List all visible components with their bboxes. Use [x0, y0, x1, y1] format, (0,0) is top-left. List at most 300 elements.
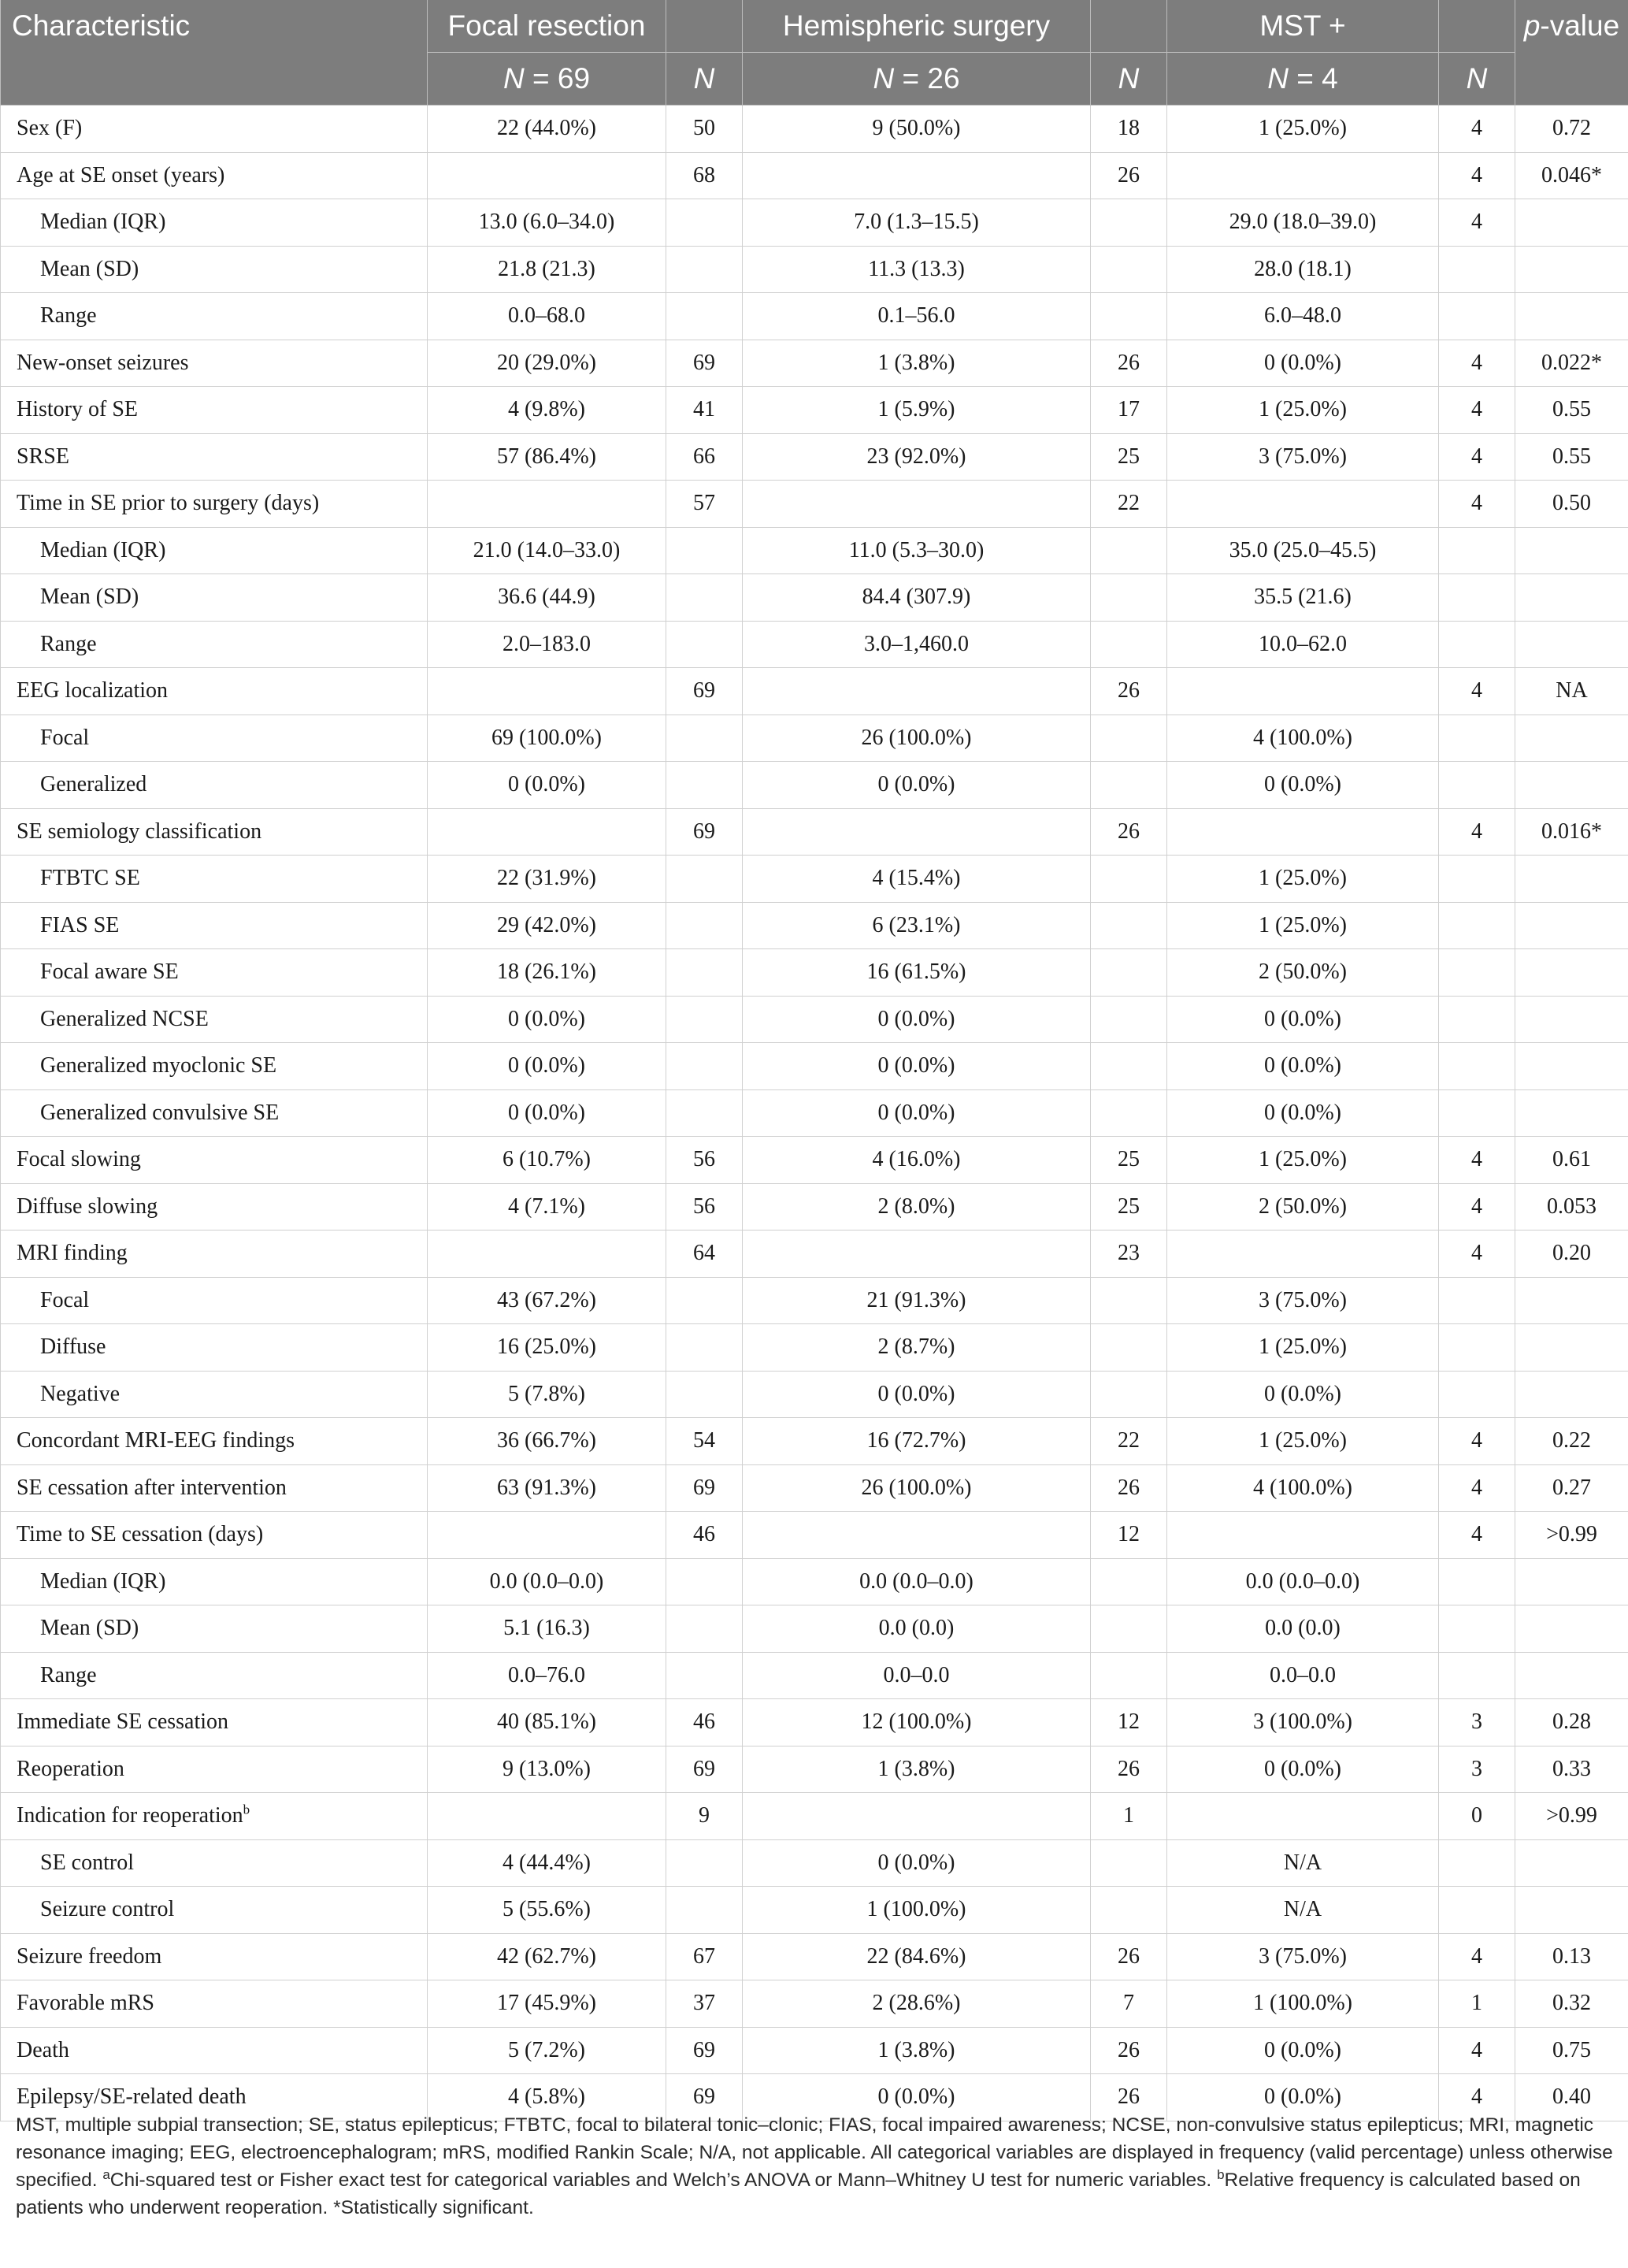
cell-hemi-n [1091, 1277, 1167, 1324]
row-label: Range [40, 303, 97, 329]
cell-mst: 3 (75.0%) [1167, 433, 1439, 481]
cell-mst: N/A [1167, 1839, 1439, 1887]
cell-focal-resection: 6 (10.7%) [428, 1137, 666, 1184]
cell-p-value: 0.55 [1515, 387, 1628, 434]
row-label: Negative [40, 1381, 121, 1406]
cell-p-value: 0.28 [1515, 1699, 1628, 1746]
cell-hemispheric-surgery: 4 (15.4%) [743, 856, 1091, 903]
row-label: Median (IQR) [40, 210, 166, 235]
row-label-cell [1, 1137, 428, 1184]
cell-focal-resection: 17 (45.9%) [428, 1980, 666, 2028]
row-label-cell [1, 574, 428, 622]
cell-focal-resection [428, 668, 666, 715]
table-row [1, 996, 1628, 1043]
cell-mst: 2 (50.0%) [1167, 1183, 1439, 1231]
header-hemi-n-label: N [1118, 62, 1140, 95]
row-label: Focal [40, 1287, 90, 1312]
row-label: FIAS SE [40, 912, 120, 937]
cell-p-value: 0.40 [1515, 2074, 1628, 2121]
header-focal-n [666, 53, 743, 106]
cell-p-value: 0.022* [1515, 340, 1628, 387]
cell-hemispheric-surgery: 6 (23.1%) [743, 902, 1091, 949]
cell-focal-resection: 20 (29.0%) [428, 340, 666, 387]
cell-p-value: 0.61 [1515, 1137, 1628, 1184]
row-label-cell [1, 1699, 428, 1746]
header-hemi-n-total [743, 53, 1091, 106]
cell-mst-n: 4 [1439, 1464, 1515, 1512]
cell-hemi-n [1091, 1887, 1167, 1934]
cell-mst: 1 (25.0%) [1167, 1137, 1439, 1184]
row-label-cell [1, 433, 428, 481]
table-row [1, 808, 1628, 856]
cell-mst: 1 (100.0%) [1167, 1980, 1439, 2028]
footnote-text-1: MST, multiple subpial transection; SE, status epilepticus; FTBTC, focal to bilateral tonic–clonic; FIAS, focal impaired awareness; NCSE, non-convulsive status epilepticus; MRI, magnetic resonance imaging; EEG, electroencephalogram; mRS, modified Rankin Scale; N/A, not applicable. All categorical variables are displayed in frequency (valid percentage) unless otherwise specified. [16, 2114, 1613, 2191]
cell-focal-resection: 0.0–68.0 [428, 293, 666, 340]
header-mst: MST + [1167, 0, 1439, 53]
cell-focal-resection: 29 (42.0%) [428, 902, 666, 949]
cell-focal-n [666, 199, 743, 247]
row-label-cell [1, 106, 428, 153]
table-row [1, 1324, 1628, 1372]
table-row [1, 1371, 1628, 1418]
cell-hemi-n [1091, 715, 1167, 762]
cell-hemi-n: 26 [1091, 808, 1167, 856]
cell-focal-resection: 0 (0.0%) [428, 996, 666, 1043]
table-row [1, 1464, 1628, 1512]
cell-focal-n: 69 [666, 668, 743, 715]
cell-focal-resection: 0 (0.0%) [428, 762, 666, 809]
cell-focal-n: 56 [666, 1137, 743, 1184]
header-focal-n-label: N [693, 62, 715, 95]
cell-hemispheric-surgery: 1 (3.8%) [743, 2027, 1091, 2074]
row-label-cell [1, 1933, 428, 1980]
cell-focal-n [666, 574, 743, 622]
cell-hemi-n: 17 [1091, 387, 1167, 434]
cell-hemispheric-surgery: 0 (0.0%) [743, 1043, 1091, 1090]
cell-mst [1167, 808, 1439, 856]
cell-mst: 0 (0.0%) [1167, 2027, 1439, 2074]
cell-mst-n: 4 [1439, 668, 1515, 715]
table-row [1, 1699, 1628, 1746]
cell-p-value: 0.55 [1515, 433, 1628, 481]
table-row [1, 293, 1628, 340]
row-label: Generalized myoclonic SE [40, 1053, 277, 1078]
cell-hemi-n [1091, 1839, 1167, 1887]
cell-focal-resection [428, 1793, 666, 1840]
cell-focal-n [666, 293, 743, 340]
cell-hemi-n [1091, 1089, 1167, 1137]
cell-mst: 4 (100.0%) [1167, 1464, 1439, 1512]
cell-p-value [1515, 996, 1628, 1043]
cell-p-value [1515, 1089, 1628, 1137]
cell-mst [1167, 1231, 1439, 1278]
cell-focal-resection: 21.8 (21.3) [428, 246, 666, 293]
cell-mst [1167, 1793, 1439, 1840]
cell-p-value [1515, 246, 1628, 293]
cell-focal-resection: 63 (91.3%) [428, 1464, 666, 1512]
table-row [1, 1652, 1628, 1699]
row-label: Time in SE prior to surgery (days) [17, 491, 320, 516]
cell-hemi-n [1091, 1652, 1167, 1699]
table-row [1, 106, 1628, 153]
table-row [1, 1277, 1628, 1324]
cell-hemi-n [1091, 293, 1167, 340]
cell-p-value [1515, 1043, 1628, 1090]
row-label: SE control [40, 1850, 134, 1875]
footnote-text-2: Chi-squared test or Fisher exact test for categorical variables and Welch’s ANOVA or Mann–Whitney U test for numeric variables. [109, 2170, 1218, 2191]
table-row [1, 387, 1628, 434]
cell-hemispheric-surgery: 26 (100.0%) [743, 1464, 1091, 1512]
cell-p-value: 0.50 [1515, 481, 1628, 528]
cell-focal-n: 54 [666, 1418, 743, 1465]
cell-p-value [1515, 902, 1628, 949]
row-label: Seizure control [40, 1897, 175, 1922]
header-p-value [1515, 0, 1628, 106]
cell-focal-n [666, 621, 743, 668]
cell-mst-n [1439, 574, 1515, 622]
cell-focal-n: 56 [666, 1183, 743, 1231]
table-row [1, 1980, 1628, 2028]
cell-mst-n: 4 [1439, 387, 1515, 434]
row-label: Reoperation [17, 1756, 124, 1781]
row-label-cell [1, 246, 428, 293]
table-row [1, 1137, 1628, 1184]
cell-mst: 3 (100.0%) [1167, 1699, 1439, 1746]
row-label: Diffuse slowing [17, 1193, 158, 1219]
table-row [1, 949, 1628, 997]
cell-mst: 0 (0.0%) [1167, 340, 1439, 387]
cell-focal-n [666, 1558, 743, 1605]
cell-focal-resection: 4 (5.8%) [428, 2074, 666, 2121]
cell-mst-n [1439, 1324, 1515, 1372]
cell-hemispheric-surgery: 4 (16.0%) [743, 1137, 1091, 1184]
cell-focal-n: 69 [666, 340, 743, 387]
cell-p-value: 0.20 [1515, 1231, 1628, 1278]
cell-mst: 0.0 (0.0) [1167, 1605, 1439, 1653]
cell-mst-n: 4 [1439, 1231, 1515, 1278]
row-label: Seizure freedom [17, 1943, 162, 1969]
row-label: MRI finding [17, 1241, 128, 1266]
cell-focal-n: 69 [666, 2027, 743, 2074]
cell-mst: 1 (25.0%) [1167, 902, 1439, 949]
cell-focal-n [666, 527, 743, 574]
cell-mst: 0 (0.0%) [1167, 2074, 1439, 2121]
table-footnote [16, 2111, 1615, 2222]
cell-hemispheric-surgery: 0 (0.0%) [743, 2074, 1091, 2121]
table-row [1, 246, 1628, 293]
row-label: Favorable mRS [17, 1991, 154, 2016]
row-label-superscript: b [243, 1802, 250, 1817]
cell-hemi-n: 23 [1091, 1231, 1167, 1278]
cell-mst-n: 4 [1439, 1933, 1515, 1980]
row-label-cell [1, 1746, 428, 1793]
cell-mst-n [1439, 1558, 1515, 1605]
cell-mst-n: 3 [1439, 1699, 1515, 1746]
row-label-cell [1, 527, 428, 574]
table-header [1, 0, 1628, 106]
row-label-cell [1, 621, 428, 668]
cell-hemi-n [1091, 856, 1167, 903]
header-focal-n-total [428, 53, 666, 106]
cell-hemispheric-surgery: 2 (8.0%) [743, 1183, 1091, 1231]
cell-mst [1167, 668, 1439, 715]
cell-focal-n [666, 1887, 743, 1934]
cell-mst-n [1439, 902, 1515, 949]
header-mst-n-spacer [1439, 0, 1515, 53]
cell-mst: 1 (25.0%) [1167, 387, 1439, 434]
row-label: SE cessation after intervention [17, 1475, 287, 1500]
table-row [1, 1089, 1628, 1137]
cell-hemispheric-surgery: 12 (100.0%) [743, 1699, 1091, 1746]
row-label-cell [1, 856, 428, 903]
row-label-cell [1, 1512, 428, 1559]
cell-focal-n: 37 [666, 1980, 743, 2028]
cell-mst [1167, 1512, 1439, 1559]
cell-p-value: 0.016* [1515, 808, 1628, 856]
cell-hemi-n: 26 [1091, 2074, 1167, 2121]
cell-focal-n: 57 [666, 481, 743, 528]
cell-p-value [1515, 1605, 1628, 1653]
cell-p-value [1515, 949, 1628, 997]
cell-hemispheric-surgery: 16 (72.7%) [743, 1418, 1091, 1465]
cell-hemispheric-surgery: 16 (61.5%) [743, 949, 1091, 997]
cell-mst: 0.0 (0.0–0.0) [1167, 1558, 1439, 1605]
cell-p-value: 0.75 [1515, 2027, 1628, 2074]
cell-hemispheric-surgery: 0.0 (0.0) [743, 1605, 1091, 1653]
cell-mst-n [1439, 1887, 1515, 1934]
footnote-text-3: Relative frequency is calculated based on patients who underwent reoperation. *Statistically significant. [16, 2170, 1581, 2218]
cell-hemi-n [1091, 1371, 1167, 1418]
cell-hemispheric-surgery: 0 (0.0%) [743, 996, 1091, 1043]
cell-focal-resection: 2.0–183.0 [428, 621, 666, 668]
cell-mst-n: 1 [1439, 1980, 1515, 2028]
cell-mst-n [1439, 1605, 1515, 1653]
cell-mst-n: 4 [1439, 481, 1515, 528]
cell-hemi-n [1091, 527, 1167, 574]
cell-hemi-n [1091, 762, 1167, 809]
cell-hemispheric-surgery: 1 (3.8%) [743, 340, 1091, 387]
row-label-cell [1, 668, 428, 715]
row-label: History of SE [17, 397, 138, 422]
cell-hemi-n [1091, 1558, 1167, 1605]
cell-focal-resection: 4 (44.4%) [428, 1839, 666, 1887]
cell-mst: 0 (0.0%) [1167, 1043, 1439, 1090]
table-row [1, 715, 1628, 762]
row-label: Median (IQR) [40, 1568, 166, 1594]
row-label-cell [1, 762, 428, 809]
cell-mst: 4 (100.0%) [1167, 715, 1439, 762]
cell-p-value: 0.053 [1515, 1183, 1628, 1231]
row-label-cell [1, 996, 428, 1043]
cell-mst-n: 4 [1439, 808, 1515, 856]
cell-hemispheric-surgery: 9 (50.0%) [743, 106, 1091, 153]
cell-hemi-n: 22 [1091, 1418, 1167, 1465]
cell-hemi-n: 22 [1091, 481, 1167, 528]
cell-focal-n [666, 1839, 743, 1887]
cell-focal-resection [428, 808, 666, 856]
header-mst-n-label: N [1466, 62, 1488, 95]
table-row [1, 2027, 1628, 2074]
cell-mst-n: 4 [1439, 1183, 1515, 1231]
cell-focal-n: 69 [666, 808, 743, 856]
cell-mst: 0 (0.0%) [1167, 1746, 1439, 1793]
cell-p-value: 0.72 [1515, 106, 1628, 153]
row-label: Focal aware SE [40, 960, 179, 985]
cell-focal-n [666, 715, 743, 762]
header-mst-n-total [1167, 53, 1439, 106]
row-label: Death [17, 2037, 69, 2062]
table-row [1, 1231, 1628, 1278]
cell-hemispheric-surgery: 23 (92.0%) [743, 433, 1091, 481]
cell-p-value [1515, 1371, 1628, 1418]
row-label: Age at SE onset (years) [17, 162, 225, 187]
cell-focal-n [666, 1043, 743, 1090]
cell-mst-n [1439, 856, 1515, 903]
cell-hemispheric-surgery: 11.0 (5.3–30.0) [743, 527, 1091, 574]
cell-hemispheric-surgery: 0 (0.0%) [743, 1839, 1091, 1887]
cell-focal-n: 69 [666, 2074, 743, 2121]
cell-hemispheric-surgery [743, 481, 1091, 528]
cell-hemispheric-surgery: 22 (84.6%) [743, 1933, 1091, 1980]
cell-focal-resection: 22 (44.0%) [428, 106, 666, 153]
header-hemispheric-surgery: Hemispheric surgery [743, 0, 1091, 53]
row-label: Median (IQR) [40, 537, 166, 562]
cell-mst: 3 (75.0%) [1167, 1277, 1439, 1324]
table-row [1, 762, 1628, 809]
table-row [1, 856, 1628, 903]
cell-focal-resection: 5.1 (16.3) [428, 1605, 666, 1653]
cell-mst: 1 (25.0%) [1167, 856, 1439, 903]
cell-hemi-n [1091, 621, 1167, 668]
row-label-cell [1, 1558, 428, 1605]
cell-hemispheric-surgery: 2 (8.7%) [743, 1324, 1091, 1372]
row-label: Focal [40, 725, 90, 750]
row-label-cell [1, 1183, 428, 1231]
row-label-cell [1, 1231, 428, 1278]
cell-p-value [1515, 199, 1628, 247]
cell-mst-n: 4 [1439, 1137, 1515, 1184]
row-label-cell [1, 1980, 428, 2028]
cell-mst: 1 (25.0%) [1167, 106, 1439, 153]
row-label: Concordant MRI-EEG findings [17, 1428, 295, 1453]
cell-mst-n [1439, 1839, 1515, 1887]
row-label-cell [1, 1089, 428, 1137]
cell-hemi-n: 7 [1091, 1980, 1167, 2028]
cell-p-value: 0.046* [1515, 152, 1628, 199]
cell-hemispheric-surgery: 1 (5.9%) [743, 387, 1091, 434]
table-row [1, 1183, 1628, 1231]
cell-focal-resection: 9 (13.0%) [428, 1746, 666, 1793]
cell-focal-resection: 0.0 (0.0–0.0) [428, 1558, 666, 1605]
cell-p-value: >0.99 [1515, 1512, 1628, 1559]
cell-focal-resection: 69 (100.0%) [428, 715, 666, 762]
cell-focal-n: 46 [666, 1512, 743, 1559]
cell-p-value: NA [1515, 668, 1628, 715]
row-label: Indication for reoperation [17, 1803, 243, 1828]
cell-mst-n [1439, 1043, 1515, 1090]
cell-p-value [1515, 293, 1628, 340]
row-label-cell [1, 1371, 428, 1418]
cell-focal-n [666, 246, 743, 293]
row-label: Immediate SE cessation [17, 1709, 229, 1735]
cell-focal-resection: 42 (62.7%) [428, 1933, 666, 1980]
header-p-rest: -value [1540, 9, 1620, 42]
table-row [1, 1605, 1628, 1653]
cell-hemi-n: 12 [1091, 1699, 1167, 1746]
cell-hemispheric-surgery [743, 1231, 1091, 1278]
row-label-cell [1, 1418, 428, 1465]
row-label-cell [1, 1887, 428, 1934]
row-label-cell [1, 1464, 428, 1512]
cell-p-value [1515, 1277, 1628, 1324]
cell-focal-n [666, 1089, 743, 1137]
table-row [1, 433, 1628, 481]
table-row [1, 902, 1628, 949]
cell-p-value [1515, 1887, 1628, 1934]
cell-focal-n [666, 1371, 743, 1418]
cell-p-value [1515, 574, 1628, 622]
footnote-sup-a: a [102, 2166, 110, 2182]
cell-p-value: 0.32 [1515, 1980, 1628, 2028]
cell-focal-resection: 57 (86.4%) [428, 433, 666, 481]
cell-focal-n [666, 1324, 743, 1372]
table-row [1, 340, 1628, 387]
cell-mst-n: 4 [1439, 199, 1515, 247]
cell-hemispheric-surgery: 84.4 (307.9) [743, 574, 1091, 622]
row-label: FTBTC SE [40, 866, 140, 891]
cell-mst-n: 4 [1439, 340, 1515, 387]
cell-hemi-n: 26 [1091, 2027, 1167, 2074]
cell-hemispheric-surgery: 0 (0.0%) [743, 1371, 1091, 1418]
table-row [1, 199, 1628, 247]
cell-hemispheric-surgery: 1 (3.8%) [743, 1746, 1091, 1793]
row-label-cell [1, 2027, 428, 2074]
table-row [1, 152, 1628, 199]
cell-mst-n: 4 [1439, 1512, 1515, 1559]
cell-mst-n [1439, 996, 1515, 1043]
cell-focal-n [666, 949, 743, 997]
cell-focal-resection: 5 (7.8%) [428, 1371, 666, 1418]
cell-mst-n: 4 [1439, 152, 1515, 199]
header-p-italic: p [1523, 9, 1541, 42]
cell-p-value [1515, 1652, 1628, 1699]
row-label: Range [40, 631, 97, 656]
header-focal-n-value: = 69 [524, 62, 591, 95]
cell-hemi-n [1091, 1043, 1167, 1090]
cell-p-value [1515, 762, 1628, 809]
cell-focal-n: 9 [666, 1793, 743, 1840]
cell-hemi-n [1091, 1324, 1167, 1372]
cell-focal-n: 50 [666, 106, 743, 153]
cell-hemi-n: 26 [1091, 1464, 1167, 1512]
row-label-cell [1, 1605, 428, 1653]
cell-focal-n [666, 762, 743, 809]
row-label: Range [40, 1662, 97, 1687]
cell-focal-resection [428, 1231, 666, 1278]
row-label: New-onset seizures [17, 350, 189, 375]
cell-hemi-n: 12 [1091, 1512, 1167, 1559]
table-row [1, 1043, 1628, 1090]
cell-mst-n [1439, 715, 1515, 762]
row-label: Focal slowing [17, 1147, 141, 1172]
cell-mst [1167, 481, 1439, 528]
row-label: Epilepsy/SE-related death [17, 2084, 247, 2110]
cell-focal-n [666, 1652, 743, 1699]
row-label-cell [1, 949, 428, 997]
cell-hemispheric-surgery [743, 808, 1091, 856]
row-label: Generalized convulsive SE [40, 1100, 280, 1125]
cell-mst: 1 (25.0%) [1167, 1324, 1439, 1372]
